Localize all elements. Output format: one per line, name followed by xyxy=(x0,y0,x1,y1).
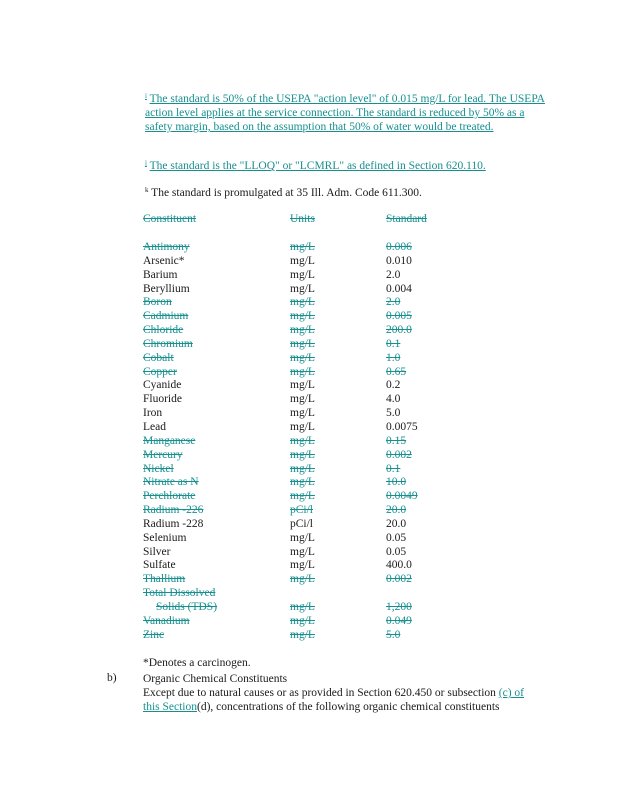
standard-cell: 4.0 xyxy=(386,393,401,406)
unit-cell: mg/L xyxy=(290,573,315,586)
section-label: b) xyxy=(107,672,117,684)
header-standard: Standard xyxy=(386,213,427,225)
footnote-text: The standard is promulgated at 35 Ill. Adm. Code 611.300. xyxy=(151,187,422,199)
standard-cell: 0.010 xyxy=(386,254,412,267)
footnote-k xyxy=(145,183,545,200)
standard-cell: 0.049 xyxy=(386,614,412,627)
constituent-cell: Cadmium xyxy=(143,310,189,323)
constituent-cell: Radium -226 xyxy=(143,504,204,517)
header-constituent: Constituent xyxy=(143,213,197,225)
unit-cell: mg/L xyxy=(290,365,315,378)
standard-cell: 2.0 xyxy=(386,296,401,309)
standard-cell: 0.0049 xyxy=(386,490,418,503)
standard-cell: 5.0 xyxy=(386,628,401,641)
constituent-cell: Vanadium xyxy=(143,614,190,627)
footnote-marker: i xyxy=(145,92,147,100)
constituent-cell: Thallium xyxy=(143,573,186,586)
constituent-cell: Silver xyxy=(143,545,171,558)
footnote-i xyxy=(145,89,545,134)
unit-cell: mg/L xyxy=(290,462,315,475)
constituent-cell: Mercury xyxy=(143,448,183,461)
constituent-cell: Nitrate as N xyxy=(143,476,199,489)
standard-cell: 5.0 xyxy=(386,407,401,420)
unit-cell: mg/L xyxy=(290,545,315,558)
unit-cell: mg/L xyxy=(290,324,315,337)
standard-cell: 0.006 xyxy=(386,241,412,253)
unit-cell: pCi/l xyxy=(290,517,314,530)
constituent-cell: Solids (TDS) xyxy=(156,600,218,613)
constituent-cell: Fluoride xyxy=(143,393,182,406)
standard-cell: 400.0 xyxy=(386,559,412,572)
constituent-cell: Chromium xyxy=(143,337,193,350)
footnote-text: The standard is the "LLOQ" or "LCMRL" as defined in Section 620.110. xyxy=(149,160,486,172)
constituent-cell: Total Dissolved xyxy=(143,587,216,600)
unit-cell: mg/L xyxy=(290,337,315,350)
inserted-text: (c) of this Section xyxy=(143,687,524,713)
unit-cell: mg/L xyxy=(290,614,315,627)
unit-cell: mg/L xyxy=(290,420,315,433)
constituent-cell: Zinc xyxy=(143,628,165,641)
unit-cell: mg/L xyxy=(290,296,315,309)
unit-cell: mg/L xyxy=(290,310,315,323)
constituent-cell: Radium -228 xyxy=(143,517,204,530)
constituent-cell: Nickel xyxy=(143,462,174,475)
section-title: Organic Chemical Constituents xyxy=(143,673,288,685)
standard-cell: 2.0 xyxy=(386,268,401,281)
unit-cell: pCi/l xyxy=(290,504,314,517)
constituent-cell: Lead xyxy=(143,420,166,433)
standard-cell: 0.0075 xyxy=(386,420,418,433)
footnote-j xyxy=(145,156,545,173)
unit-cell xyxy=(290,587,315,601)
unit-cell: mg/L xyxy=(290,407,315,420)
standard-cell: 1,200 xyxy=(386,600,412,613)
body-text-end: (d), concentrations of the following organic chemical constituents xyxy=(197,701,500,713)
constituent-cell: Manganese xyxy=(143,434,196,447)
standard-cell: 0.1 xyxy=(386,462,401,475)
constituent-cell: Beryllium xyxy=(143,282,190,295)
standard-cell: 20.0 xyxy=(386,504,407,517)
standard-column xyxy=(386,241,418,642)
constituent-cell: Arsenic* xyxy=(143,254,185,267)
constituent-cell: Iron xyxy=(143,407,163,420)
constituent-cell: Barium xyxy=(143,268,178,281)
constituent-cell: Cobalt xyxy=(143,351,174,364)
unit-cell: mg/L xyxy=(290,559,315,572)
standard-cell: 0.2 xyxy=(386,379,401,392)
footnote-marker: k xyxy=(145,186,149,194)
units-column xyxy=(290,241,315,642)
unit-cell: mg/L xyxy=(290,476,315,489)
constituent-cell: Perchlorate xyxy=(143,490,196,503)
unit-cell: mg/L xyxy=(290,282,315,295)
carcinogen-note: *Denotes a carcinogen. xyxy=(143,657,251,669)
unit-cell: mg/L xyxy=(290,393,315,406)
constituent-column xyxy=(143,241,217,642)
unit-cell: mg/L xyxy=(290,448,315,461)
unit-cell: mg/L xyxy=(290,600,315,613)
standard-cell: 200.0 xyxy=(386,324,412,337)
standard-cell: 0.004 xyxy=(386,282,412,295)
body-text: Except due to natural causes or as provided in Section 620.450 or subsection xyxy=(143,687,496,699)
footnote-text: The standard is 50% of the USEPA "action level" of 0.015 mg/L for lead. The USEPA action level applies at the service connection. The standard is reduced by 50% as a safety margin, based on the assumption that 50% of water would be treated. xyxy=(145,93,545,133)
unit-cell: mg/L xyxy=(290,490,315,503)
section-body xyxy=(143,686,543,714)
standard-cell: 0.05 xyxy=(386,545,407,558)
constituent-cell: Sulfate xyxy=(143,559,176,572)
constituent-cell: Antimony xyxy=(143,241,190,253)
standard-cell: 20.0 xyxy=(386,517,407,530)
standard-cell: 0.005 xyxy=(386,310,412,323)
standard-cell: 0.15 xyxy=(386,434,407,447)
standard-cell: 1.0 xyxy=(386,351,401,364)
standard-cell: 0.002 xyxy=(386,573,412,586)
standard-cell xyxy=(386,587,418,601)
constituent-cell: Boron xyxy=(143,296,172,309)
header-units: Units xyxy=(290,213,315,225)
standard-cell: 0.65 xyxy=(386,365,407,378)
unit-cell: mg/L xyxy=(290,379,315,392)
standard-cell: 10.0 xyxy=(386,476,407,489)
constituent-cell: Cyanide xyxy=(143,379,182,392)
standard-cell: 0.1 xyxy=(386,337,401,350)
unit-cell: mg/L xyxy=(290,351,315,364)
unit-cell: mg/L xyxy=(290,254,315,267)
standard-cell: 0.002 xyxy=(386,448,412,461)
standard-cell: 0.05 xyxy=(386,531,407,544)
footnote-marker: j xyxy=(145,159,147,167)
constituent-cell: Chloride xyxy=(143,324,184,337)
constituent-cell: Copper xyxy=(143,365,177,378)
constituent-cell: Selenium xyxy=(143,531,187,544)
unit-cell: mg/L xyxy=(290,628,315,641)
unit-cell: mg/L xyxy=(290,268,315,281)
unit-cell: mg/L xyxy=(290,241,315,253)
unit-cell: mg/L xyxy=(290,531,315,544)
unit-cell: mg/L xyxy=(290,434,315,447)
